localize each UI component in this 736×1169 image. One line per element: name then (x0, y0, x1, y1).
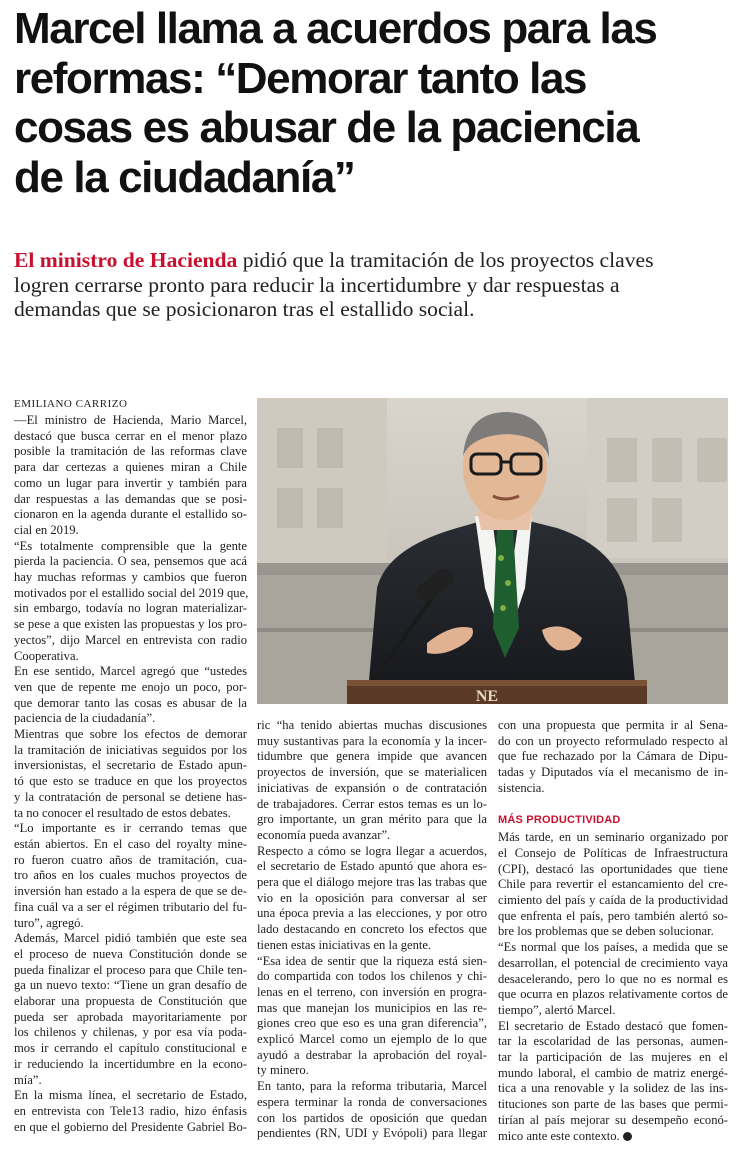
text-line: en que el gobierno del Presidente Gabriel Bo- (14, 1119, 247, 1134)
paragraph (14, 539, 247, 665)
paragraph (14, 1088, 247, 1135)
text-line: En tanto, para la reforma tributaria, Marcel (257, 1079, 487, 1094)
text-line: la tramitación de iniciativas seguidos por los (14, 742, 247, 757)
text-line: tidumbre que genera impide que avancen (257, 749, 487, 764)
paragraph (498, 940, 728, 1019)
text-line: con una propuesta que permita ir al Sena- (498, 718, 728, 732)
text-line: “Lo importante es ir cerrando temas que (14, 821, 247, 836)
text-line: “Es totalmente comprensible que la gente (14, 538, 247, 553)
text-line: tadas y Diputados vía el mecanismo de in- (498, 765, 728, 780)
text-line: En ese sentido, Marcel agregó que “ustedes (14, 664, 247, 679)
text-line: giones creo que eso es una gran diferencia”, (257, 1016, 487, 1031)
headline-line: de la ciudadanía” (14, 152, 355, 202)
text-line: En la misma línea, el secretario de Estado, (14, 1088, 247, 1103)
text-line: tó que esto se traduce en que los proyectos (14, 774, 247, 789)
text-line: que fue rechazado por la Cámara de Dipu- (498, 749, 728, 764)
text-line: tirían al país mejorar su desempeño econó- (498, 1112, 728, 1127)
headline-line: cosas es abusar de la paciencia (14, 103, 639, 152)
text-line: motivados por el estallido social del 2019 que, (14, 585, 249, 600)
text-line: elaborar una propuesta de Constitución que (14, 994, 247, 1009)
text-line: de trabajadores. Cerrar estos temas es un lo- (257, 796, 487, 811)
column-3 (498, 718, 728, 1144)
article-photo (257, 398, 728, 704)
text-line: tica a una renovable y la solidez de las ins- (498, 1081, 728, 1096)
text-line: ro fueron cuatro años de tramitación, cua- (14, 852, 247, 867)
text-line: el secretario de Estado apuntó que ahora es- (257, 859, 487, 874)
text-line: explicó Marcel como un ejemplo de lo que (257, 1032, 487, 1047)
text-line: ric “ha tenido abiertas muchas discusiones (257, 718, 487, 732)
text-line: inversionistas, el secretario de Estado apun- (14, 758, 247, 773)
text-line: cial en 2019. (14, 522, 79, 537)
text-line: “Es normal que los países, a medida que se (498, 940, 728, 955)
text-line: pera que el diálogo mejore tras las trabas que (257, 875, 487, 890)
text-line: Más tarde, en un seminario organizado por (498, 830, 728, 845)
text-line: desacelerando, pero lo que no es normal es (498, 971, 728, 986)
text-line: tiempo”, alertó Marcel. (498, 1002, 616, 1017)
text-line: una época previa a las elecciones, y por otro (257, 906, 487, 921)
text-line: do compartida con todos los chilenos y chi- (257, 969, 487, 984)
paragraph (257, 844, 487, 954)
text-line: tro años en los cuales muchos proyectos de (14, 868, 247, 883)
text-line: el proceso de nueva Constitución donde se (14, 946, 247, 961)
text-line: posible la tramitación de las reformas clave (14, 444, 247, 459)
text-line: do con un proyecto reformulado respecto al (498, 733, 728, 748)
text-line: hay muchas reformas y cambios que fueron (14, 570, 247, 585)
text-line: Cooperativa. (14, 648, 79, 663)
paragraph (14, 413, 247, 539)
text-line: yectos”, dijo Marcel en entrevista con radio (14, 632, 247, 647)
paragraph (14, 727, 247, 821)
text-line: el Consejo de Políticas de Infraestructura (498, 845, 728, 860)
headline-line: Marcel llama a acuerdos para las (14, 4, 657, 53)
text-line (498, 1129, 728, 1145)
deck-lead: El ministro de Hacienda (14, 248, 238, 272)
paragraph (498, 830, 728, 940)
text-line: pendientes (RN, UDI y Evópoli) para llegar (257, 1126, 487, 1141)
text-line: El secretario de Estado destacó que fomen- (498, 1018, 728, 1033)
text-line: (CPI), destacó las oportunidades que tiene (498, 861, 728, 876)
text-line: tar la escolaridad de las personas, aumen- (498, 1034, 728, 1049)
text-line: tituciones son parte de las bases que permi- (498, 1097, 728, 1112)
text-line: muy sustantivas para la economía y la incer- (257, 733, 487, 748)
text-line: Mientras que sobre los efectos de demorar (14, 727, 247, 742)
text-line: espera terminar la ronda de conversaciones (257, 1094, 487, 1109)
svg-text:NE: NE (475, 688, 499, 704)
text-line: pueda ser aprobada mayoritariamente por (14, 1009, 247, 1024)
paragraph (498, 1019, 728, 1145)
text-line: mas que manejan los municipios en las re- (257, 1000, 487, 1015)
text-line: economía pueda avanzar”. (257, 827, 391, 842)
text-line: como un lugar para invertir y también para (14, 475, 247, 490)
text-line: paciencia de la ciudadanía”. (14, 711, 156, 726)
paragraph (14, 931, 247, 1088)
text-line: con los partidos de oposición que quedan (257, 1110, 487, 1125)
deck-line: demandas que se posicionaron tras el estallido social. (14, 297, 475, 321)
text-line: Además, Marcel pidió también que este sea (14, 931, 247, 946)
text-line: ayudó a destrabar la aprobación del royal- (257, 1047, 487, 1062)
paragraph (498, 718, 728, 797)
text-line: bre los problemas que se deben solucionar. (498, 924, 714, 939)
text-line: que demorar tanto las cosas es abusar de la (14, 695, 247, 710)
text-line: los chilenos y chilenas, y por esa vía poda- (14, 1025, 247, 1040)
paragraph (257, 954, 487, 1080)
text-line: proyectos de inversión, que se materialicen (257, 765, 487, 780)
text-line: gro importante, un gran mérito para que la (257, 812, 487, 827)
text-line: Chile para revertir el estancamiento del cre- (498, 877, 728, 892)
text-line: que ocurra en plazos relativamente cortos de (498, 987, 728, 1002)
text-line: destacó que busca cerrar en el menor plazo (14, 428, 247, 443)
end-of-article-icon (623, 1132, 632, 1141)
text-line: vio en la oposición para conversar al ser (257, 890, 487, 905)
text-line: lenas en el terreno, con inversión en progra- (257, 984, 487, 999)
text-line: mundo laboral, el cambio de matriz energé- (498, 1065, 728, 1080)
text-line: Respecto a cómo se logra llegar a acuerdos, (257, 843, 487, 858)
paragraph (257, 718, 487, 844)
text-line: mos ir cerrando el capítulo constitucional e (14, 1041, 247, 1056)
column-2 (257, 718, 487, 1142)
text-line: ir reduciendo la incertidumbre en la econo- (14, 1056, 247, 1071)
text-line: lado destacando en concreto los efectos que (257, 922, 487, 937)
byline: EMILIANO CARRIZO (14, 398, 128, 410)
headline-line: reformas: “Demorar tanto las (14, 53, 587, 103)
text-line: ta no conocer el resultado de estos debates. (14, 805, 231, 820)
text-line: pierda la paciencia. O sea, pensemos que acá (14, 554, 247, 569)
column-1 (14, 413, 247, 1135)
photo-illustration (257, 398, 728, 704)
text-line: “Esa idea de sentir que la riqueza está sien- (257, 953, 487, 968)
text-line: que enfrenta el país, pero también alertó so- (498, 908, 728, 923)
text-line: dar respuestas a las demandas que se posi- (14, 491, 247, 506)
text-line: inversión han estado a la espera de que se de- (14, 884, 247, 899)
text-line: desarrollan, el potencial de crecimiento vaya (498, 955, 728, 970)
text-line: mía”. (14, 1072, 42, 1087)
deck (14, 248, 728, 322)
text-line: cionaron en la agenda durante el estallido so- (14, 507, 247, 522)
paragraph (257, 1079, 487, 1142)
deck-line-1-rest: pidió que la tramitación de los proyectos claves (237, 248, 654, 272)
text-line: y la contratación de personal se detiene has- (14, 789, 247, 804)
text-line: ga un nuevo texto: “Tiene un gran desafío de (14, 978, 247, 993)
text-line: tar la participación de las mujeres en el (498, 1050, 728, 1065)
text-line: —El ministro de Hacienda, Mario Marcel, (14, 413, 247, 427)
text-line: fina cuál va a ser el régimen tributario del fu- (14, 899, 247, 914)
text-line: están abiertos. En el caso del royalty mine- (14, 836, 247, 851)
text-line: pueda finalizar el proceso para que Chile ten- (14, 962, 247, 977)
deck-line: logren cerrarse pronto para reducir la incertidumbre y dar respuestas a (14, 272, 620, 297)
headline (14, 4, 728, 202)
text-line: en entrevista con Tele13 radio, hizo énfasis (14, 1103, 247, 1118)
text-line: iniciativas de expansión o de contratación (257, 780, 487, 795)
paragraph (14, 821, 247, 931)
text-line: tienen estas iniciativas en la gente. (257, 937, 432, 952)
section-subhead: MÁS PRODUCTIVIDAD (498, 813, 621, 826)
text-line: ven que de repente me enojo un poco, por- (14, 679, 247, 694)
text-line: sistencia. (498, 780, 545, 795)
text-line: se pese a que existen las propuestas y los pro- (14, 617, 247, 632)
text-line: turo”, agregó. (14, 915, 84, 930)
text-line-content: mico ante este contexto. (498, 1128, 620, 1143)
text-line: cimiento del país y caída de la productividad (498, 893, 728, 908)
text-line: ty minero. (257, 1063, 309, 1078)
paragraph (14, 664, 247, 727)
text-line: sin embargo, todavía no logran materializar- (14, 601, 247, 616)
deck-line (14, 248, 728, 273)
text-line: para dar certezas a quienes miran a Chile (14, 460, 247, 475)
